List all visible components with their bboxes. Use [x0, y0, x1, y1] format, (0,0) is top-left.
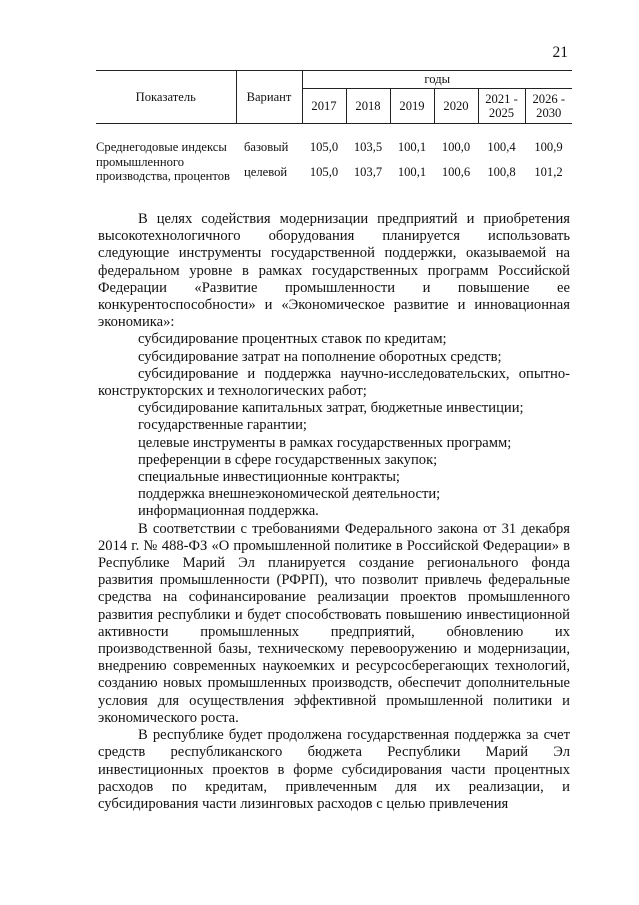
list-item: информационная поддержка. — [138, 503, 319, 520]
value-cell: 100,0 — [441, 140, 471, 154]
value-cell: 105,0 — [309, 140, 339, 154]
header-year: 2019 — [390, 89, 434, 124]
list-item: субсидирование и поддержка научно-исследовательских, опытно-конструкторских и технологических работ; — [98, 365, 570, 400]
body-text — [98, 211, 570, 813]
value-cell: 100,9 — [534, 140, 563, 154]
header-years-group: годы — [302, 71, 572, 89]
list-item: государственные гарантии; — [138, 417, 307, 434]
list-item: специальные инвестиционные контракты; — [138, 469, 400, 486]
paragraph: В целях содействия модернизации предприятий и приобретения высокотехнологичного оборудования планируется использовать следующие инструменты государственной поддержки, оказываемой на федеральном уровне в рамках государственных программ Российской Федерации «Развитие промышленности и повышение ее конкурентоспособности» и «Экономическое развитие и инновационная экономика»: — [98, 211, 570, 331]
header-year: 2021 - 2025 — [478, 89, 525, 124]
header-variant: Вариант — [236, 71, 302, 124]
header-year: 2017 — [302, 89, 346, 124]
page-number: 21 — [552, 44, 568, 61]
table-row — [96, 124, 572, 164]
paragraph: В соответствии с требованиями Федерального закона от 31 декабря 2014 г. № 488-ФЗ «О промышленной политике в Российской Федерации» в Республике Марий Эл планируется создание регионального фонда развития промышленности (РФРП), что позволит привлечь федеральные средства на софинансирование реализации проектов промышленного развития республики и будет способствовать повышению инвестиционной активности промышленных предприятий, обновлению их производственной базы, техническому перевооружению и модернизации, внедрению современных наукоемких и ресурсосберегающих технологий, созданию новых промышленных производств, обеспечит дополнительные условия для осуществления эффективной промышленной политики и экономического роста. — [98, 520, 570, 726]
header-indicator: Показатель — [96, 71, 236, 124]
value-cell: 100,4 — [487, 140, 516, 154]
list-item: целевые инструменты в рамках государственных программ; — [138, 434, 512, 451]
variant-cell: базовый — [244, 140, 289, 154]
list-item: субсидирование затрат на пополнение оборотных средств; — [138, 348, 502, 365]
value-cell: 100,8 — [487, 165, 516, 180]
value-cell: 105,0 — [309, 165, 339, 180]
value-cell: 100,6 — [441, 165, 471, 180]
header-year: 2020 — [434, 89, 478, 124]
list-item: поддержка внешнеэкономической деятельности; — [138, 486, 441, 503]
list-item: преференции в сфере государственных закупок; — [138, 451, 438, 468]
value-cell: 103,7 — [353, 165, 383, 180]
variant-cell: целевой — [244, 165, 288, 180]
header-year: 2026 - 2030 — [525, 89, 572, 124]
list-item: субсидирование процентных ставок по кредитам; — [138, 331, 447, 348]
paragraph: В республике будет продолжена государственная поддержка за счет средств республиканского бюджета Республики Марий Эл инвестиционных проектов в форме субсидирования части процентных расходов по кредитам, привлеченным для их реализации, и субсидирования части лизинговых расходов с целью привлечения — [98, 727, 570, 812]
value-cell: 100,1 — [397, 140, 427, 154]
header-year: 2018 — [346, 89, 390, 124]
indicator-name: Среднегодовые индексы промышленного производства, процентов — [96, 140, 230, 184]
value-cell: 103,5 — [353, 140, 383, 154]
list-item: субсидирование капитальных затрат, бюджетные инвестиции; — [138, 400, 524, 417]
value-cell: 100,1 — [397, 165, 427, 180]
value-cell: 101,2 — [534, 165, 563, 180]
indicators-table — [96, 70, 572, 184]
